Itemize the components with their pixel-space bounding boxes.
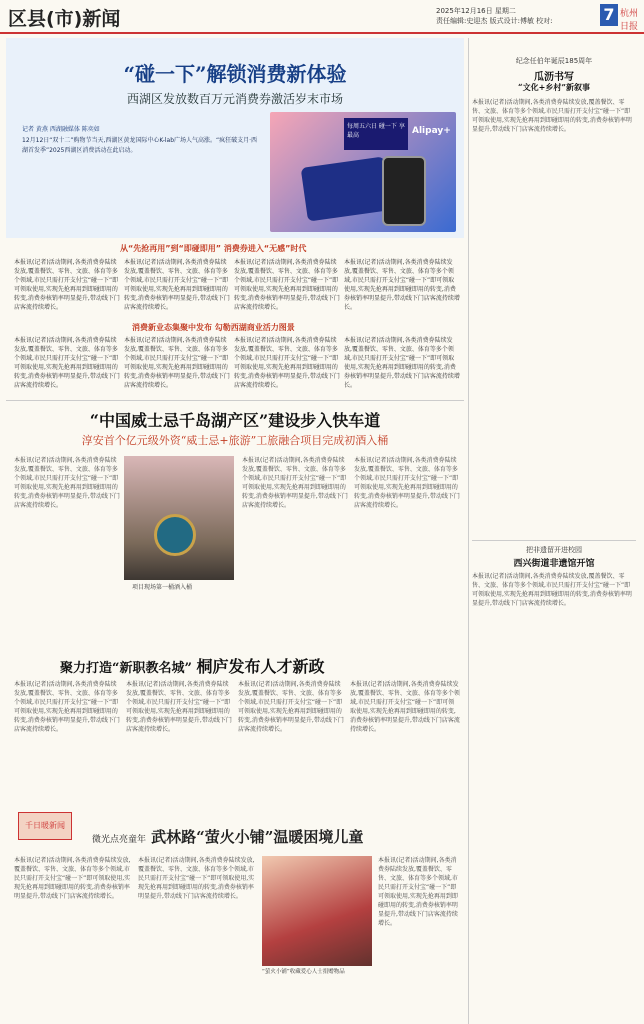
story3-title bbox=[60, 654, 325, 677]
lead-col-7: 本报讯(记者)活动期间,各类消费券陆续发放,覆盖餐饮、零售、文旅、体育等多个领域,市民只需打开支付宝“碰一下”即可领取使用,实现先抢再用到即碰即用的转变,消费券核销率明显提升,带动线下门店客流持续增长。 bbox=[234, 337, 340, 389]
story4-kicker: 微光点亮童年 bbox=[92, 835, 147, 845]
lead-col-8: 本报讯(记者)活动期间,各类消费券陆续发放,覆盖餐饮、零售、文旅、体育等多个领域,市民只需打开支付宝“碰一下”即可领取使用,实现先抢再用到即碰即用的转变,消费券核销率明显提升,带动线下门店客流持续增长。 bbox=[344, 337, 460, 389]
lead-col-3: 本报讯(记者)活动期间,各类消费券陆续发放,覆盖餐饮、零售、文旅、体育等多个领域,市民只需打开支付宝“碰一下”即可领取使用,实现先抢再用到即碰即用的转变,消费券核销率明显提升,带动线下门店客流持续增长。 bbox=[234, 259, 340, 311]
right-story2-body: 本报讯(记者)活动期间,各类消费券陆续发放,覆盖餐饮、零售、文旅、体育等多个领域,市民只需打开支付宝“碰一下”即可领取使用,实现先抢再用到即碰即用的转变,消费券核销率明显提升,带动线下门店客流持续增长。 bbox=[472, 573, 632, 607]
story2-col-2: 本报讯(记者)活动期间,各类消费券陆续发放,覆盖餐饮、零售、文旅、体育等多个领域,市民只需打开支付宝“碰一下”即可领取使用,实现先抢再用到即碰即用的转变,消费券核销率明显提升,带动线下门店客流持续增长。 bbox=[242, 457, 348, 509]
section-title: 区县(市)新闻 bbox=[8, 8, 121, 30]
lead-headline: “碰一下”解锁消费新体验 bbox=[123, 62, 347, 86]
whisky-barrel bbox=[154, 514, 196, 556]
lead-col-2: 本报讯(记者)活动期间,各类消费券陆续发放,覆盖餐饮、零售、文旅、体育等多个领域,市民只需打开支付宝“碰一下”即可领取使用,实现先抢再用到即碰即用的转变,消费券核销率明显提升,带动线下门店客流持续增长。 bbox=[124, 259, 230, 311]
photo-brand: Alipay+ bbox=[412, 126, 451, 136]
page-number: 7 bbox=[600, 4, 618, 26]
story4-photo bbox=[262, 856, 372, 966]
story4-col-1: 本报讯(记者)活动期间,各类消费券陆续发放,覆盖餐饮、零售、文旅、体育等多个领域,市民只需打开支付宝“碰一下”即可领取使用,实现先抢再用到即碰即用的转变,消费券核销率明显提升,带动线下门店客流持续增长。 bbox=[14, 857, 131, 900]
lead-col-6: 本报讯(记者)活动期间,各类消费券陆续发放,覆盖餐饮、零售、文旅、体育等多个领域,市民只需打开支付宝“碰一下”即可领取使用,实现先抢再用到即碰即用的转变,消费券核销率明显提升,带动线下门店客流持续增长。 bbox=[124, 337, 230, 389]
right-kicker-1: 纪念任伯年诞辰185周年 bbox=[515, 57, 593, 65]
lead-section1-title: 从“先抢再用”到“即碰即用” 消费券进入“无感”时代 bbox=[120, 244, 307, 253]
story3-col-1: 本报讯(记者)活动期间,各类消费券陆续发放,覆盖餐饮、零售、文旅、体育等多个领域,市民只需打开支付宝“碰一下”即可领取使用,实现先抢再用到即碰即用的转变,消费券核销率明显提升,带动线下门店客流持续增长。 bbox=[14, 681, 120, 733]
story2-col-3: 本报讯(记者)活动期间,各类消费券陆续发放,覆盖餐饮、零售、文旅、体育等多个领域,市民只需打开支付宝“碰一下”即可领取使用,实现先抢再用到即碰即用的转变,消费券核销率明显提升,带动线下门店客流持续增长。 bbox=[354, 457, 460, 509]
issue-date: 2025年12月16日 星期二 bbox=[436, 7, 516, 15]
column-rule bbox=[468, 38, 469, 1024]
lead-byline: 记者 黄燕 西湖融媒体 陈奕如 bbox=[22, 126, 100, 133]
story4-col-3: 本报讯(记者)活动期间,各类消费券陆续发放,覆盖餐饮、零售、文旅、体育等多个领域,市民只需打开支付宝“碰一下”即可领取使用,实现先抢再用到即碰即用的转变,消费券核销率明显提升,带动线下门店客流持续增长。 bbox=[378, 857, 458, 927]
story2-subheadline: 淳安首个亿元级外资“威士忌+旅游”工旅融合项目完成初酒入桶 bbox=[81, 434, 389, 447]
payment-card bbox=[301, 156, 392, 221]
lead-col-1: 本报讯(记者)活动期间,各类消费券陆续发放,覆盖餐饮、零售、文旅、体育等多个领域,市民只需打开支付宝“碰一下”即可领取使用,实现先抢再用到即碰即用的转变,消费券核销率明显提升,带动线下门店客流持续增长。 bbox=[14, 259, 120, 311]
right-kicker-2: 把非遗留开进校园 bbox=[526, 546, 582, 554]
story4-photo-caption: “萤火小铺”收藏爱心人士捐赠物品 bbox=[262, 969, 345, 975]
story3-col-4: 本报讯(记者)活动期间,各类消费券陆续发放,覆盖餐饮、零售、文旅、体育等多个领域,市民只需打开支付宝“碰一下”即可领取使用,实现先抢再用到即碰即用的转变,消费券核销率明显提升,带动线下门店客流持续增长。 bbox=[350, 681, 460, 733]
story2-col-1: 本报讯(记者)活动期间,各类消费券陆续发放,覆盖餐饮、零售、文旅、体育等多个领域,市民只需打开支付宝“碰一下”即可领取使用,实现先抢再用到即碰即用的转变,消费券核销率明显提升,带动线下门店客流持续增长。 bbox=[14, 457, 120, 509]
right-divider bbox=[472, 540, 636, 541]
story4-title bbox=[92, 826, 462, 847]
lead-col-4: 本报讯(记者)活动期间,各类消费券陆续发放,覆盖餐饮、零售、文旅、体育等多个领域,市民只需打开支付宝“碰一下”即可领取使用,实现先抢再用到即碰即用的转变,消费券核销率明显提升,带动线下门店客流持续增长。 bbox=[344, 259, 460, 311]
story3-kicker: 聚力打造“新职教名城” bbox=[60, 661, 192, 676]
divider bbox=[6, 400, 464, 401]
right-title-1b: “文化+乡村”新叙事 bbox=[518, 82, 590, 92]
right-title-2: 西兴街道非遗馆开馆 bbox=[513, 559, 595, 569]
story4-headline: 武林路“萤火小铺”温暖困境儿童 bbox=[151, 828, 364, 846]
issue-meta bbox=[436, 6, 596, 26]
lead-col-5: 本报讯(记者)活动期间,各类消费券陆续发放,覆盖餐饮、零售、文旅、体育等多个领域,市民只需打开支付宝“碰一下”即可领取使用,实现先抢再用到即碰即用的转变,消费券核销率明显提升,带动线下门店客流持续增长。 bbox=[14, 337, 120, 389]
story2-photo bbox=[124, 456, 234, 580]
lead-photo bbox=[270, 112, 456, 232]
paper-logo: 杭州日报 bbox=[620, 9, 639, 32]
lead-subheadline: 西湖区发放数百万元消费券激活岁末市场 bbox=[126, 92, 343, 106]
editor-credits: 责任编辑:史迎杰 版式设计:傅敏 校对: bbox=[436, 17, 553, 25]
lead-section2-title: 消费新业态集聚中发布 勾勒西湖商业活力图景 bbox=[132, 323, 295, 332]
phone-device bbox=[382, 156, 426, 226]
story2-photo-caption: 项目现场第一桶酒入桶 bbox=[132, 584, 193, 591]
story4-col-2: 本报讯(记者)活动期间,各类消费券陆续发放,覆盖餐饮、零售、文旅、体育等多个领域,市民只需打开支付宝“碰一下”即可领取使用,实现先抢再用到即碰即用的转变,消费券核销率明显提升,带动线下门店客流持续增长。 bbox=[138, 857, 255, 900]
right-story1-body: 本报讯(记者)活动期间,各类消费券陆续发放,覆盖餐饮、零售、文旅、体育等多个领域,市民只需打开支付宝“碰一下”即可领取使用,实现先抢再用到即碰即用的转变,消费券核销率明显提升,带动线下门店客流持续增长。 bbox=[472, 99, 632, 133]
story3-col-2: 本报讯(记者)活动期间,各类消费券陆续发放,覆盖餐饮、零售、文旅、体育等多个领域,市民只需打开支付宝“碰一下”即可领取使用,实现先抢再用到即碰即用的转变,消费券核销率明显提升,带动线下门店客流持续增长。 bbox=[126, 681, 232, 733]
page-header bbox=[0, 0, 644, 34]
lead-paragraph: 12月12日“双十二”购物节当天,西湖区黄龙国际中心K-lab广场人气高涨。“疯狂破支月·西湖首发季”2025西湖区消费活动在此启动。 bbox=[22, 137, 258, 154]
column-logo: 千日暖新闻 bbox=[18, 812, 72, 840]
story2-headline: “中国威士忌千岛湖产区”建设步入快车道 bbox=[89, 411, 381, 430]
photo-sign: 每周五六日 碰一下 享最高 bbox=[344, 118, 408, 150]
right-title-1: 瓜沥书写 bbox=[534, 72, 574, 83]
story3-headline: 桐庐发布人才新政 bbox=[196, 657, 325, 676]
story3-col-3: 本报讯(记者)活动期间,各类消费券陆续发放,覆盖餐饮、零售、文旅、体育等多个领域,市民只需打开支付宝“碰一下”即可领取使用,实现先抢再用到即碰即用的转变,消费券核销率明显提升,带动线下门店客流持续增长。 bbox=[238, 681, 344, 733]
